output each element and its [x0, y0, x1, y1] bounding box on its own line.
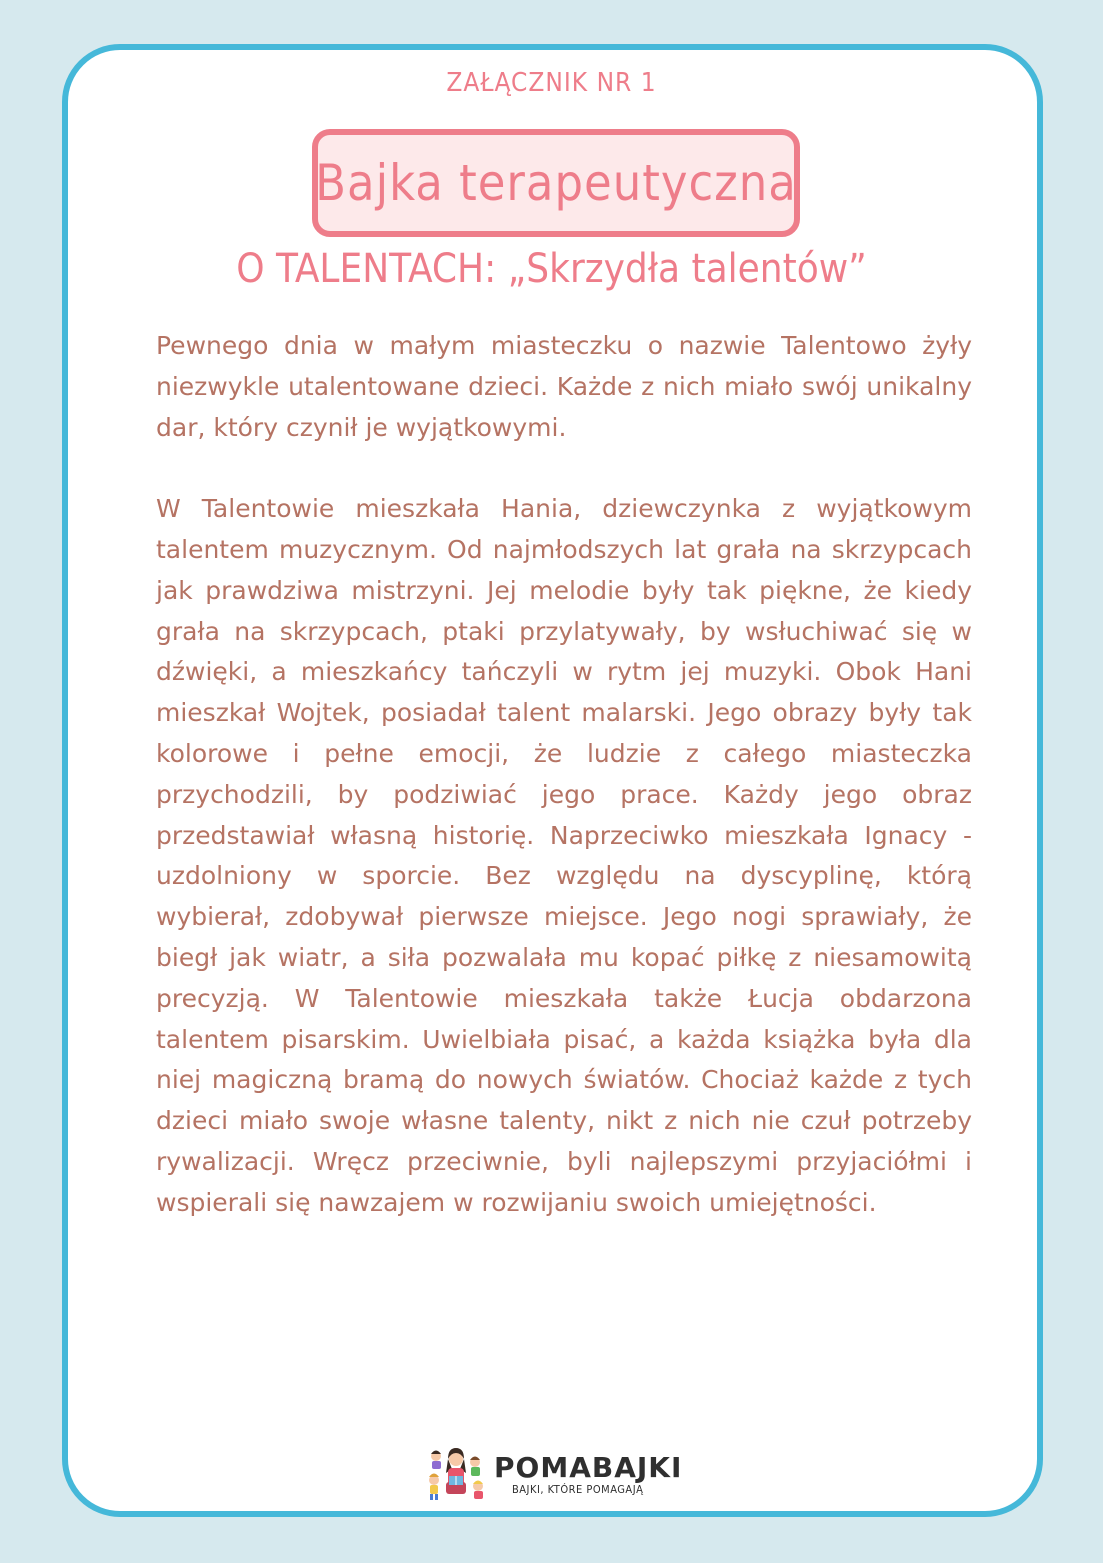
story-paragraph-1: Pewnego dnia w małym miasteczku o nazwie Talentowo żyły niezwykle utalentowane dzieci. Każde z nich miało swój unikalny dar, który czynił je wyjątkowymi. — [156, 331, 972, 442]
footer-brand — [424, 1444, 682, 1504]
brand-tagline: BAJKI, KTÓRE POMAGAJĄ — [512, 1482, 644, 1496]
title-box — [312, 129, 800, 237]
children-reading-icon — [424, 1446, 488, 1502]
page-subtitle: O TALENTACH: „Skrzydła talentów” — [236, 246, 867, 292]
brand-name: POMABAJKI — [494, 1450, 683, 1484]
story-text — [156, 326, 972, 1224]
annex-label: ZAŁĄCZNIK NR 1 — [446, 68, 657, 98]
story-paragraph-2: W Talentowie mieszkała Hania, dziewczynka z wyjątkowym talentem muzycznym. Od najmłodszych lat grała na skrzypcach jak prawdziwa mistrzyni. Jej melodie były tak piękne, że kiedy grała na skrzypcach, ptaki przylatywały, by wsłuchiwać się w dźwięki, a mieszkańcy tańczyli w rytm jej muzyki. Obok Hani mieszkał Wojtek, posiadał talent malarski. Jego obrazy były tak kolorowe i pełne emocji, że ludzie z całego miasteczka przychodzili, by podziwiać jego prace. Każdy jego obraz przedstawiał własną historię. Naprzeciwko mieszkała Ignacy - uzdolniony w sporcie. Bez względu na dyscyplinę, którą wybierał, zdobywał pierwsze miejsce. Jego nogi sprawiały, że biegł jak wiatr, a siła pozwalała mu kopać piłkę z niesamowitą precyzją. W Talentowie mieszkała także Łucja obdarzona talentem pisarskim. Uwielbiała pisać, a każda książka była dla niej magiczną bramą do nowych światów. Chociaż każde z tych dzieci miało swoje własne talenty, nikt z nich nie czuł potrzeby rywalizacji. Wręcz przeciwnie, byli najlepszymi przyjaciółmi i wspierali się nawzajem w rozwijaniu swoich umiejętności. — [156, 494, 972, 1217]
page-title: Bajka terapeutyczna — [315, 154, 797, 212]
brand-block — [494, 1450, 683, 1496]
